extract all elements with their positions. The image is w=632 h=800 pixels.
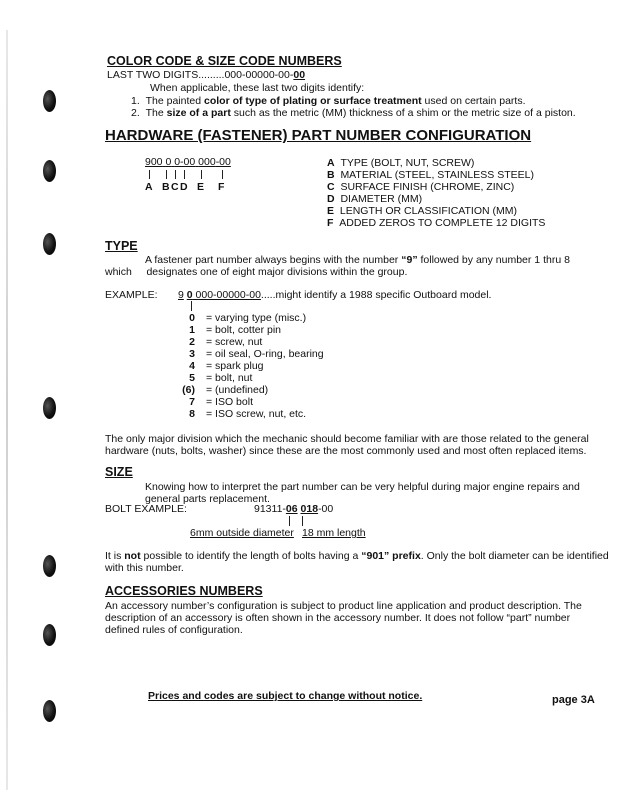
division-text: = ISO screw, nut, etc. [206,408,307,420]
legend-row [327,169,534,181]
color-code-heading: COLOR CODE & SIZE CODE NUMBERS [107,54,342,68]
legend-text: ADDED ZEROS TO COMPLETE 12 DIGITS [339,217,546,229]
legend-row [327,205,517,217]
color-code-intro: When applicable, these last two digits identify: [150,82,365,94]
legend-text: SURFACE FINISH (CHROME, ZINC) [340,181,515,193]
size-intro-line-1: Knowing how to interpret the part number can be very helpful during major engine repairs and [145,481,580,493]
size-intro-line-2: general parts replacement. [145,493,270,505]
size-note-text: . Only the bolt diameter can be identified [420,550,609,562]
code-pointer [166,170,167,179]
binder-hole [43,233,56,255]
binder-hole [43,700,56,722]
accessories-line-1: An accessory number’s configuration is subject to product line application and product description. The [105,600,582,612]
type-note-line-1: The only major division which the mechanic should become familiar with are those related to the general [105,433,589,445]
accessories-heading: ACCESSORIES NUMBERS [105,584,263,598]
hardware-code [145,156,231,168]
code-pointer [149,170,150,179]
division-text: = (undefined) [206,384,269,396]
item-number: 2. [131,107,140,119]
example-pointer [191,301,192,311]
type-heading: TYPE [105,239,138,253]
code-letter-a: A [145,181,153,193]
last-two-digits-line [107,69,305,81]
example-code: 000-00000-00 [192,289,261,301]
type-text: designates one of eight major divisions within the group. [146,266,408,278]
binder-hole [43,160,56,182]
division-number: 2 [189,336,195,348]
digits-highlight: 00 [293,69,306,81]
diameter-label: 6mm outside diameter [190,527,294,539]
item-text: The [145,107,167,119]
legend-text: DIAMETER (MM) [340,193,423,205]
code-letter-d: D [180,181,188,193]
code-pointer [184,170,185,179]
bolt-code-part: -00 [318,503,334,515]
legend-row [327,157,474,169]
type-line-2 [105,266,407,278]
code-part: 900 [145,156,163,168]
code-part: -00 [215,156,231,168]
hardware-heading: HARDWARE (FASTENER) PART NUMBER CONFIGURATION [105,127,532,144]
bolt-example-label: BOLT EXAMPLE: [105,503,187,515]
size-note-text: possible to identify the length of bolts having a [140,550,362,562]
division-number: 3 [189,348,195,360]
type-text: A fastener part number always begins with the number [145,254,402,266]
legend-text: TYPE (BOLT, NUT, SCREW) [340,157,475,169]
division-number: 7 [189,396,195,408]
bolt-code-part: 91311- [254,503,286,515]
code-part: 0 [165,156,172,168]
size-note-line-2: with this number. [105,562,184,574]
legend-text: MATERIAL (STEEL, STAINLESS STEEL) [340,169,534,181]
code-letter-f: F [218,181,225,193]
division-text: = bolt, cotter pin [206,324,282,336]
bolt-code-diameter: 06 [285,503,298,515]
item-bold-text: size of a part [166,107,231,119]
code-letter-b: B [162,181,170,193]
digits-prefix: LAST TWO DIGITS.........000-00000-00- [107,69,294,81]
example-code: 9 [178,289,184,301]
length-pointer [302,516,303,526]
code-letter-c: C [171,181,179,193]
legend-letter: E [327,205,335,217]
size-note-line-1 [105,550,609,562]
division-text: = spark plug [206,360,264,372]
example-label: EXAMPLE: [105,289,158,301]
legend-row [327,181,514,193]
division-text: = varying type (misc.) [206,312,307,324]
code-pointer [222,170,223,179]
accessories-line-3: defined rules of configuration. [105,624,243,636]
division-text: = bolt, nut [206,372,253,384]
code-part: 000 [198,156,216,168]
legend-text: LENGTH OR CLASSIFICATION (MM) [339,205,518,217]
example-line [178,289,491,301]
division-number: 4 [189,360,195,372]
legend-letter: C [327,181,335,193]
item-bold-text: color of type of plating or surface treatment [204,95,422,107]
code-letter-e: E [197,181,205,193]
accessories-line-2: description of an accessory is often shown in the accessory number. It does not follow “part” number [105,612,571,624]
division-text: = ISO bolt [206,396,253,408]
bolt-code-length: 018 [300,503,319,515]
legend-letter: B [327,169,335,181]
legend-letter: D [327,193,335,205]
binder-hole [43,90,56,112]
division-text: = screw, nut [206,336,263,348]
item-number: 1. [131,95,140,107]
footer-notice: Prices and codes are subject to change without notice. [148,690,423,702]
bolt-example-code [254,503,333,515]
binder-hole [43,555,56,577]
binder-hole [43,397,56,419]
diameter-pointer [289,516,290,526]
division-number: 5 [189,372,195,384]
size-note-bold: “901” prefix [361,550,421,562]
type-text: followed by any number 1 thru 8 [417,254,570,266]
item-text: The painted [145,95,204,107]
type-text: which [105,266,132,278]
binder-hole [43,624,56,646]
type-bold-text: “9” [401,254,418,266]
division-number: 0 [189,312,195,324]
code-pointer [175,170,176,179]
page-edge-shadow [6,30,8,790]
size-heading: SIZE [105,465,133,479]
size-note-bold: not [124,550,141,562]
division-number: 1 [189,324,195,336]
legend-letter: A [327,157,335,169]
code-pointer [201,170,202,179]
legend-letter: F [327,217,334,229]
type-note-line-2: hardware (nuts, bolts, washer) since these are the most commonly used and most often replaced items. [105,445,587,457]
example-description: .....might identify a 1988 specific Outboard model. [260,289,492,301]
size-note-text: It is [105,550,125,562]
length-label: 18 mm length [302,527,366,539]
color-code-item-2 [131,107,576,119]
color-code-item-1 [131,95,526,107]
item-text: used on certain parts. [421,95,526,107]
division-number: 8 [189,408,195,420]
type-line-1 [145,254,570,266]
page-number: page 3A [552,694,595,706]
division-number: (6) [182,384,195,396]
division-text: = oil seal, O-ring, bearing [206,348,324,360]
item-text: such as the metric (MM) thickness of a shim or the metric size of a piston. [230,107,576,119]
legend-row [327,193,422,205]
example-code-highlight: 0 [186,289,193,301]
legend-row [327,217,545,229]
code-part: 0-00 [174,156,196,168]
